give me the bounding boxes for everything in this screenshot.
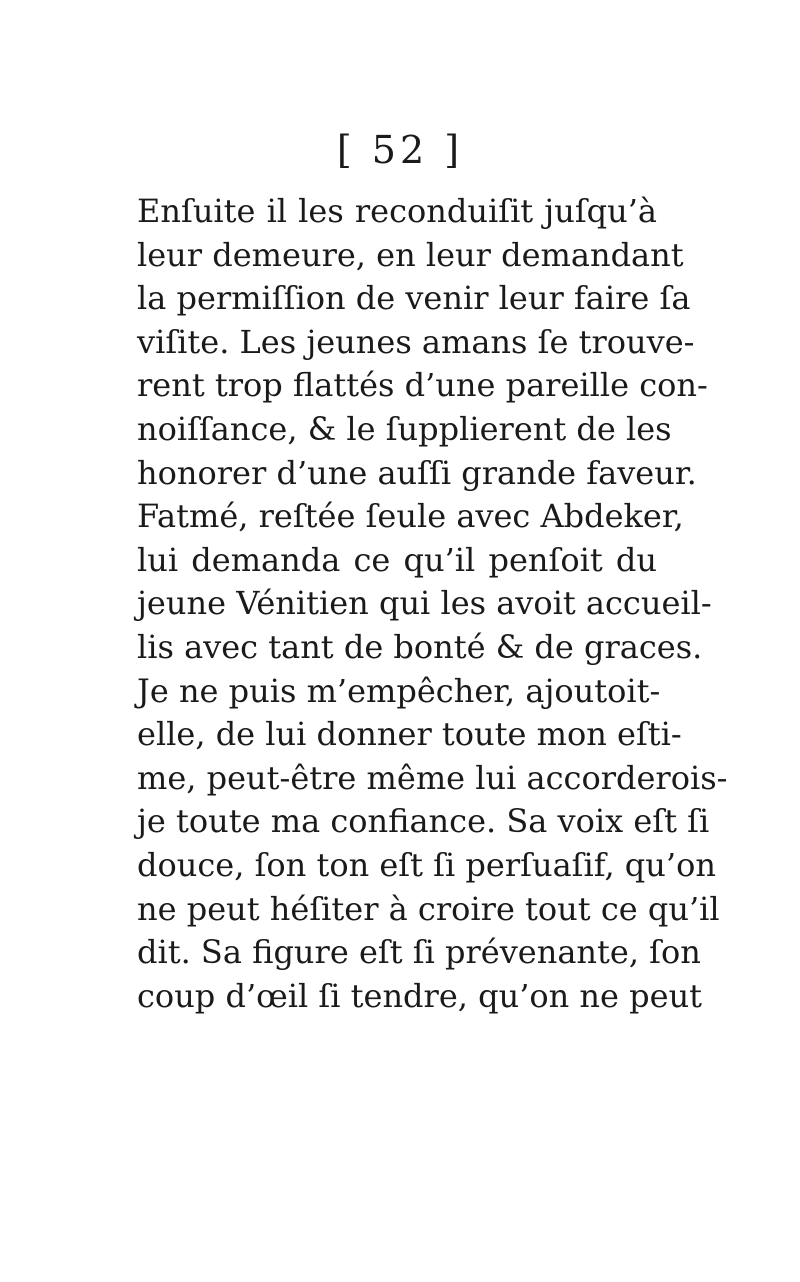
text-line: Fatmé, reſtée ſeule avec Abdeker, (137, 497, 684, 536)
text-line: viſite. Les jeunes amans ſe trouve- (137, 322, 695, 361)
text-line: elle, de lui donner toute mon eſti- (137, 715, 682, 754)
text-line: Je ne puis m’empêcher, ajoutoit- (137, 671, 661, 710)
text-line: jeune Vénitien qui les avoit accueil- (137, 584, 712, 623)
text-line: Enſuite il les reconduiſit juſqu’à (137, 192, 657, 230)
text-line: dit. Sa figure eſt ſi prévenante, ſon (137, 933, 701, 972)
page-number-header: [ 52 ] (336, 128, 464, 172)
text-line: lis avec tant de bonté & de graces. (137, 627, 703, 666)
text-line: je toute ma confiance. Sa voix eſt ſi (137, 802, 710, 841)
text-line: rent trop flattés d’une pareille con- (137, 366, 708, 405)
text-line: coup d’œil ſi tendre, qu’on ne peut (137, 976, 703, 1015)
text-line: douce, ſon ton eſt ſi perſuaſif, qu’on (137, 845, 716, 884)
text-line: me, peut-être même lui accorderois- (137, 758, 728, 797)
text-line: noiſſance, & le ſupplierent de les (137, 409, 672, 448)
text-line: lui demanda ce qu’il penſoit du (137, 540, 657, 579)
body-text (137, 190, 728, 1018)
text-line: ne peut héſiter à croire tout ce qu’il (137, 889, 720, 928)
text-line: leur demeure, en leur demandant (137, 235, 684, 274)
text-line: la permiſſion de venir leur faire ſa (137, 279, 691, 318)
text-line: honorer d’une auſſi grande faveur. (137, 453, 697, 492)
